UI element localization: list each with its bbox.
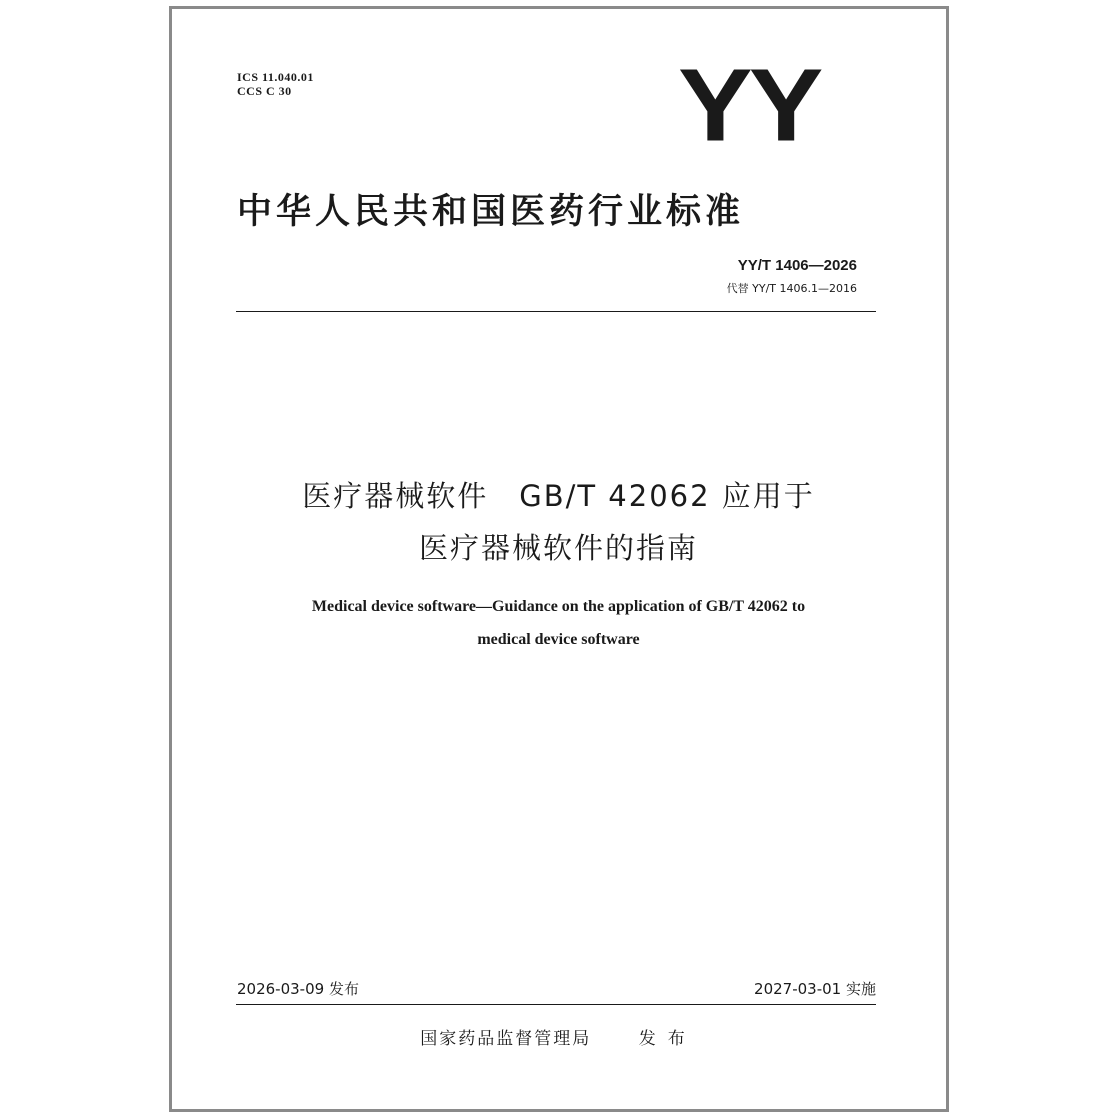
ccs-code: CCS C 30: [237, 84, 292, 98]
document-title-chinese: [200, 470, 917, 574]
publish-action: 发布: [638, 1029, 697, 1049]
title-cn-line-1: 医疗器械软件 GB/T 42062 应用于: [302, 479, 815, 513]
title-en-line-1: Medical device software—Guidance on the application of GB/T 42062 to: [311, 598, 806, 615]
issue-date: 2026-03-09 发布: [237, 980, 359, 998]
standard-number: YY/T 1406—2026: [737, 257, 857, 274]
document-title-english: [200, 590, 917, 656]
yy-logo: YY: [678, 47, 820, 163]
header-divider: [236, 311, 876, 312]
standard-category-title: 中华人民共和国医药行业标准: [237, 192, 745, 232]
classification-codes: [237, 70, 314, 98]
publisher-name: 国家药品监督管理局: [420, 1029, 592, 1049]
replaces-standard: 代替 YY/T 1406.1—2016: [726, 282, 857, 295]
footer-divider: [236, 1004, 876, 1005]
implementation-date: 2027-03-01 实施: [754, 980, 876, 998]
ics-code: ICS 11.040.01: [237, 70, 314, 84]
title-en-line-2: medical device software: [477, 631, 640, 648]
title-cn-line-2: 医疗器械软件的指南: [418, 531, 698, 565]
publisher-line: [200, 1027, 917, 1051]
